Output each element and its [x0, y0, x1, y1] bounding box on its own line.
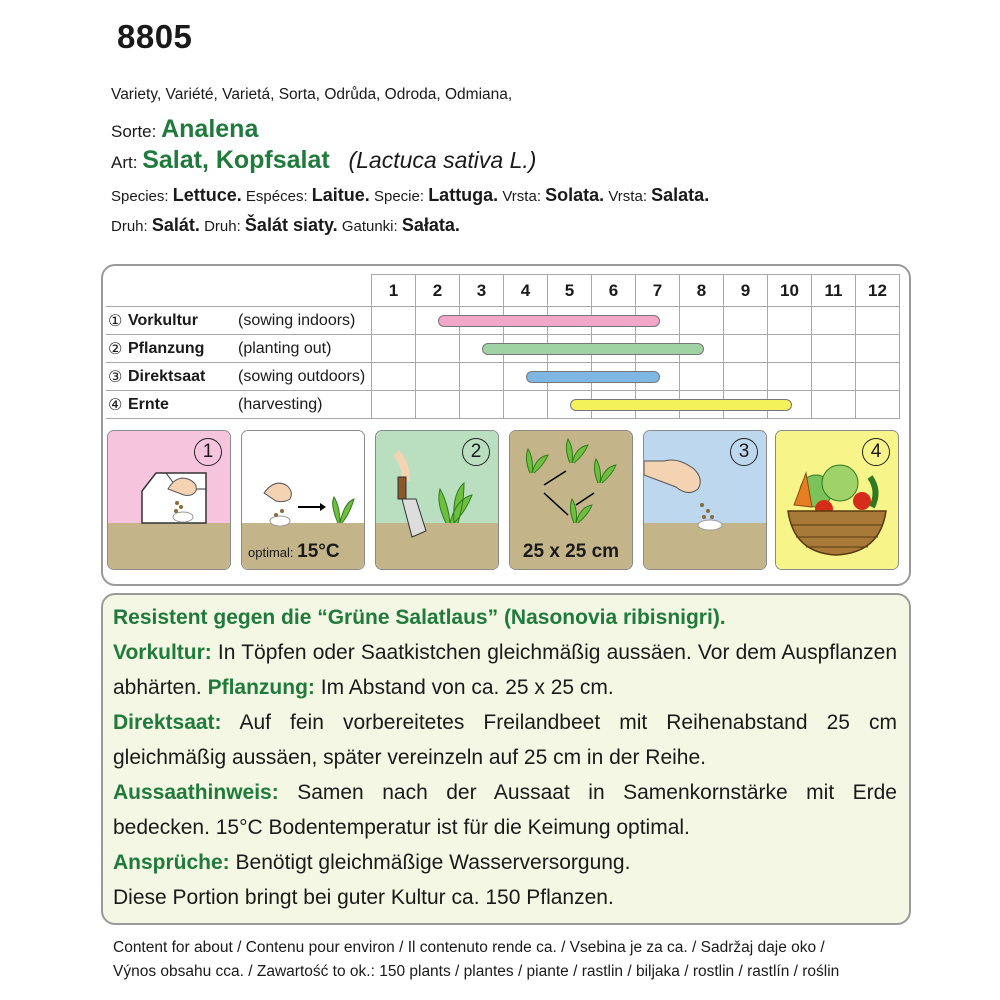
latin-name: (Lactuca sativa L.) — [348, 147, 537, 173]
aussaat-text: Samen nach der Aussaat in Samenkornstärke mit Erde bedecken. 15°C Bodentemperatur ist für die Keimung optimal. — [113, 781, 897, 839]
aussaat-heading: Aussaathinweis: — [113, 781, 279, 804]
month-9: 9 — [724, 275, 768, 307]
ansprueche-text: Benötigt gleichmäßige Wasserversorgung. — [235, 851, 631, 874]
aussaat-paragraph — [113, 775, 897, 845]
art-label: Art: — [111, 153, 138, 172]
species-value: Laitue. — [311, 185, 370, 205]
row-label-de: Vorkultur — [128, 311, 198, 329]
plant-spacing-label: 25 x 25 cm — [522, 541, 620, 562]
tile-planting-out — [375, 430, 499, 570]
direktsaat-heading: Direktsaat: — [113, 711, 222, 734]
direktsaat-paragraph — [113, 705, 897, 775]
step-badge-3: 3 — [730, 438, 758, 466]
row-label-de: Direktsaat — [128, 367, 206, 385]
optimal-label: optimal: — [248, 545, 294, 560]
month-10: 10 — [768, 275, 812, 307]
article-number: 8805 — [117, 18, 193, 55]
month-12: 12 — [856, 275, 900, 307]
species-translations-2 — [111, 215, 460, 236]
species-label: Specie: — [373, 188, 425, 205]
species-label: Gatunki: — [341, 218, 398, 235]
row-label-en: (sowing outdoors) — [238, 367, 366, 385]
month-3: 3 — [460, 275, 504, 307]
step-badge-1: 1 — [194, 438, 222, 466]
species-value: Sałata. — [401, 215, 460, 235]
variety-name: Analena — [161, 115, 259, 143]
optimal-temperature — [248, 541, 340, 563]
calendar-bar-1 — [438, 315, 660, 327]
tile-optimal-temperature — [241, 430, 365, 570]
species-label: Vrsta: — [608, 188, 647, 205]
species-value: Salata. — [651, 185, 710, 205]
species-label: Espéces: — [245, 188, 308, 205]
month-2: 2 — [416, 275, 460, 307]
step-badge-2: 2 — [462, 438, 490, 466]
step-number: ③ — [108, 368, 123, 386]
month-7: 7 — [636, 275, 680, 307]
row-label-de: Pflanzung — [128, 339, 205, 357]
vorkultur-text: In Töpfen oder Saatkistchen gleichmäßig aussäen. Vor dem Auspflanzen abhärten. — [113, 641, 897, 699]
tile-sowing-outdoors — [643, 430, 767, 570]
portion-note: Diese Portion bringt bei guter Kultur ca. 150 Pflanzen. — [113, 886, 614, 909]
footer-line-2: Výnos obsahu cca. / Zawartość to ok.: 150 plants / plantes / piante / rastlin / biljaka / rostlin / rastlín / roślin — [113, 963, 840, 980]
calendar-row-direktsaat — [106, 363, 900, 391]
tile-sowing-indoors — [107, 430, 231, 570]
pflanzung-heading: Pflanzung: — [207, 676, 315, 699]
month-1: 1 — [372, 275, 416, 307]
species-value: Šalát siaty. — [244, 215, 338, 235]
row-label-de: Ernte — [128, 395, 169, 413]
species-name-line — [111, 146, 536, 175]
species-value: Lettuce. — [172, 185, 242, 205]
species-label: Species: — [111, 188, 169, 205]
footer-line-1: Content for about / Contenu pour environ / Il contenuto rende ca. / Vsebina je za ca. / Sadržaj daje oko / — [113, 939, 825, 956]
ansprueche-paragraph — [113, 845, 897, 880]
species-value: Lattuga. — [428, 185, 499, 205]
species-value: Solata. — [545, 185, 605, 205]
step-number: ① — [108, 312, 123, 330]
tile-plant-spacing — [509, 430, 633, 570]
pflanzung-text: Im Abstand von ca. 25 x 25 cm. — [320, 676, 614, 699]
tile-harvesting — [775, 430, 899, 570]
month-4: 4 — [504, 275, 548, 307]
calendar-bar-3 — [526, 371, 660, 383]
species-label: Druh: — [111, 218, 148, 235]
step-number: ④ — [108, 396, 123, 414]
sorte-label: Sorte: — [111, 122, 157, 141]
month-11: 11 — [812, 275, 856, 307]
species-name: Salat, Kopfsalat — [142, 146, 330, 174]
ansprueche-heading: Ansprüche: — [113, 851, 230, 874]
variety-label-line: Variety, Variété, Varietá, Sorta, Odrůda, Odroda, Odmiana, — [111, 86, 513, 103]
instructions-text — [113, 600, 897, 915]
vorkultur-heading: Vorkultur: — [113, 641, 212, 664]
month-5: 5 — [548, 275, 592, 307]
calendar-bar-4 — [570, 399, 792, 411]
month-header-row — [106, 275, 900, 307]
resistance-note: Resistent gegen die “Grüne Salatlaus” (Nasonovia ribisnigri). — [113, 606, 726, 629]
species-label: Druh: — [204, 218, 241, 235]
step-number: ② — [108, 340, 123, 358]
species-label: Vrsta: — [502, 188, 541, 205]
step-badge-4: 4 — [862, 438, 890, 466]
species-translations-1 — [111, 185, 709, 206]
row-label-en: (sowing indoors) — [238, 311, 356, 329]
species-value: Salát. — [151, 215, 200, 235]
variety-name-line — [111, 115, 258, 144]
optimal-value: 15°C — [297, 541, 340, 562]
calendar-bar-2 — [482, 343, 704, 355]
month-8: 8 — [680, 275, 724, 307]
content-footer — [113, 936, 839, 984]
month-6: 6 — [592, 275, 636, 307]
vorkultur-paragraph — [113, 635, 897, 705]
row-label-en: (harvesting) — [238, 395, 323, 413]
row-label-en: (planting out) — [238, 339, 332, 357]
direktsaat-text: Auf fein vorbereitetes Freilandbeet mit Reihenabstand 25 cm gleichmäßig aussäen, später vereinzeln auf 25 cm in der Reihe. — [113, 711, 897, 769]
